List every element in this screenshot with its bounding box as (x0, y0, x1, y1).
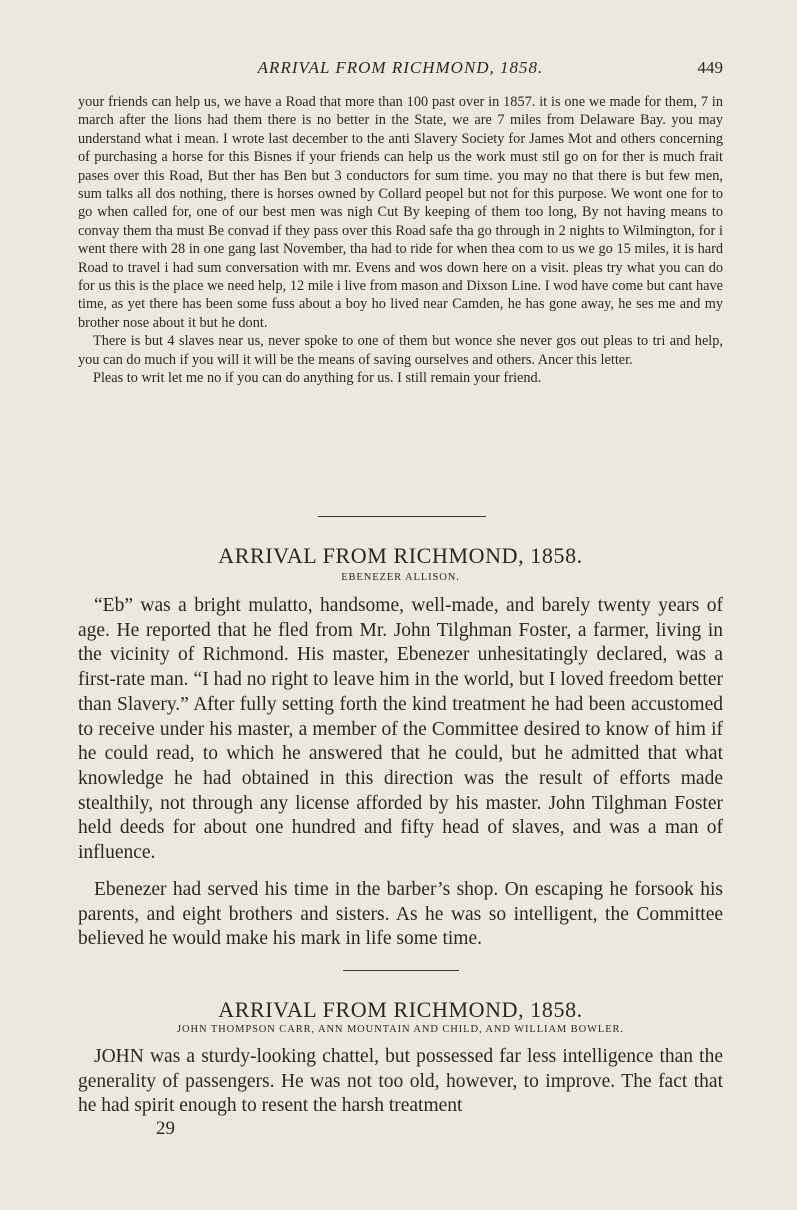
section-divider (318, 516, 486, 517)
section-paragraph (78, 1045, 723, 1119)
letter-paragraph: Pleas to writ let me no if you can do anything for us. I still remain your friend. (93, 370, 542, 387)
letter-paragraph: There is but 4 slaves near us, never spoke to one of them but wonce she never gos out pleas to tri and help, you can do much if you will it will be the means of saving ourselves and others. Ancer this letter. (78, 333, 723, 368)
section-heading: ARRIVAL FROM RICHMOND, 1858. (218, 543, 583, 568)
signature-mark: 29 (156, 1118, 175, 1139)
page-number: 449 (697, 58, 723, 77)
running-title: ARRIVAL FROM RICHMOND, 1858. (257, 58, 544, 77)
section-subheading: EBENEZER ALLISON. (341, 572, 460, 583)
section-paragraph (78, 594, 723, 866)
section-paragraph (78, 878, 723, 952)
letter-text (78, 93, 723, 388)
section-divider (343, 970, 459, 971)
paragraph-text: JOHN was a sturdy-looking chattel, but possessed far less intelligence than the generality of passengers. He was not too old, however, to improve. The fact that he had spirit enough to resent the harsh treatment (78, 1046, 723, 1117)
running-header (78, 58, 723, 84)
paragraph-text: Ebenezer had served his time in the barber’s shop. On escaping he forsook his parents, and eight brothers and sisters. As he was so intelligent, the Committee believed he would make his mark in life some time. (78, 879, 723, 950)
letter-paragraph: your friends can help us, we have a Road that more than 100 past over in 1857. it is one we made for them, 7 in march after the lions had them there is no better in the State, we are 7 miles from Delaware Bay. you may understand what i mean. I wrote last december to the anti Slavery Society for James Mot and others concerning of purchasing a horse for this Bisnes if your friends can help us the work must stil go on for ther is much frait pases over this Road, But ther has Ben but 3 conductors for sum time. you may no that there is but few men, sum talks all dos nothing, there is horses owned by Collard peopel but not for this purpose. We wont one for to go when called for, one of our best men was nigh Cut By keeping of them too long, By not having means to convay them tha must Be convad if they pass over this Road safe tha go through in 2 nights to Wilmington, for i went there with 28 in one gang last November, tha had to ride for when thea com to us we go 15 miles, it is hard Road to travel i had sum conversation with mr. Evens and wos down here on a visit. pleas try what you can do for us this is the place we need help, 12 mile i live from mason and Dixson Line. I wod have come but cant have time, as yet there has been some fuss about a boy ho lived near Camden, he has gone away, he ses me and my brother nose about it but he dont. (78, 94, 723, 331)
paragraph-text: “Eb” was a bright mulatto, handsome, well-made, and barely twenty years of age. He reported that he fled from Mr. John Tilghman Foster, a farmer, living in the vicinity of Richmond. His master, Ebenezer unhesitatingly declared, was a first-rate man. “I had no right to leave him in the world, but I loved freedom better than Slavery.” After fully setting forth the kind treatment he had been accustomed to receive under his master, a member of the Committee desired to know of him if he could read, to which he answered that he could, but he admitted that what knowledge he had obtained in this direction was the result of efforts made stealthily, not through any license afforded by his master. John Tilghman Foster held deeds for about one hundred and fifty head of slaves, and was a man of influence. (78, 595, 723, 864)
section-heading: ARRIVAL FROM RICHMOND, 1858. (218, 997, 583, 1022)
section-subheading: JOHN THOMPSON CARR, ANN MOUNTAIN AND CHILD, AND WILLIAM BOWLER. (177, 1024, 624, 1035)
